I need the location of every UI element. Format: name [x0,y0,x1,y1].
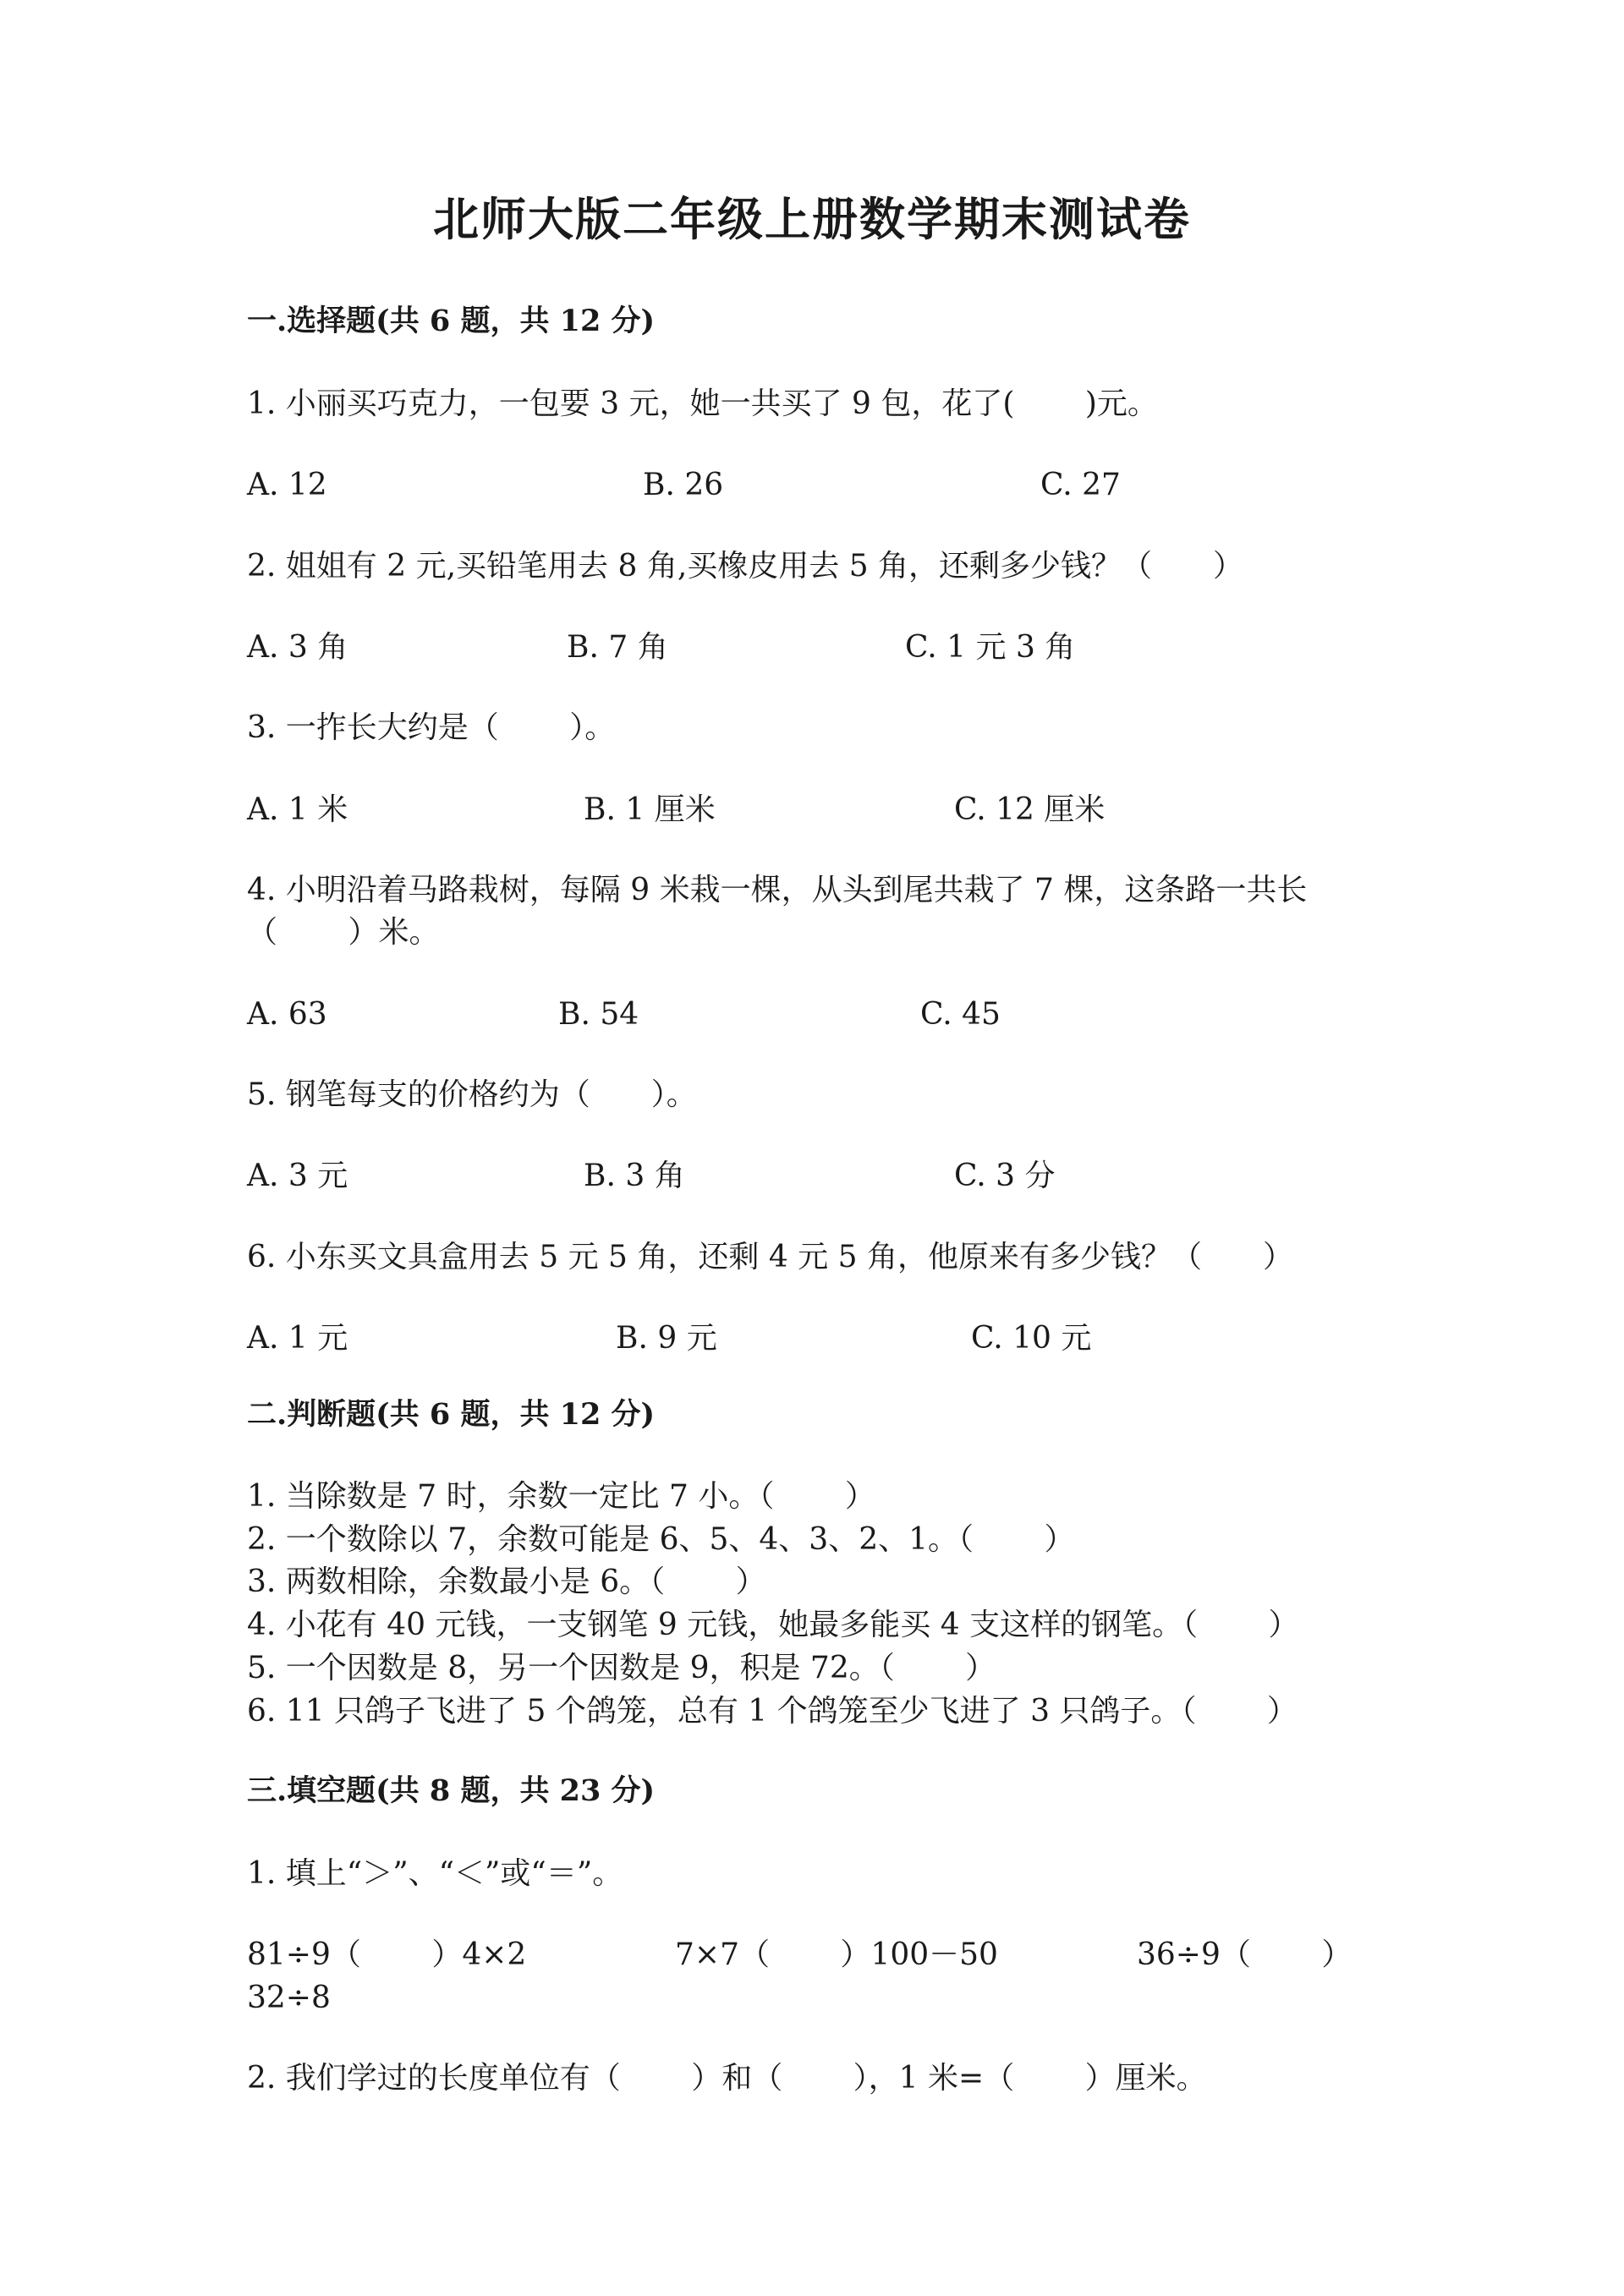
compare-item-2: 7×7（ ）100－50 [675,1937,998,1972]
choice-5-option-a: A. 3 元 [247,1159,348,1193]
choice-5-option-c: C. 3 分 [954,1159,1056,1193]
choice-3-option-a: A. 1 米 [247,792,348,827]
choice-question-6: 6. 小东买文具盒用去 5 元 5 角，还剩 4 元 5 角，他原来有多少钱？（ ） [247,1240,1293,1274]
section-heading-fill: 三.填空题(共 8 题，共 23 分) [247,1773,656,1808]
compare-item-3-cont: 32÷8 [247,1981,331,2015]
judge-item-2: 2. 一个数除以 7，余数可能是 6、5、4、3、2、1。（ ） [247,1522,1075,1557]
judge-item-6: 6. 11 只鸽子飞进了 5 个鸽笼，总有 1 个鸽笼至少飞进了 3 只鸽子。（ ） [247,1694,1298,1729]
choice-1-option-c: C. 27 [1040,468,1121,502]
choice-6-option-b: B. 9 元 [616,1321,717,1356]
choice-3-option-c: C. 12 厘米 [954,792,1106,827]
choice-2-option-c: C. 1 元 3 角 [905,630,1076,665]
section-heading-choice: 一.选择题(共 6 题，共 12 分) [247,304,656,338]
choice-4-option-a: A. 63 [247,997,327,1032]
choice-question-3: 3. 一拃长大约是（ ）。 [247,710,616,745]
page-title: 北师大版二年级上册数学期末测试卷 [433,192,1191,246]
judge-item-1: 1. 当除数是 7 时，余数一定比 7 小。（ ） [247,1479,875,1514]
choice-6-option-c: C. 10 元 [971,1321,1092,1356]
choice-6-option-a: A. 1 元 [247,1321,348,1356]
compare-item-1: 81÷9（ ）4×2 [247,1937,527,1972]
choice-question-4: 4. 小明沿着马路栽树，每隔 9 米栽一棵，从头到尾共栽了 7 棵，这条路一共长 [247,873,1308,907]
choice-5-option-b: B. 3 角 [584,1159,685,1193]
judge-item-5: 5. 一个因数是 8，另一个因数是 9，积是 72。（ ） [247,1651,996,1685]
judge-item-4: 4. 小花有 40 元钱，一支钢笔 9 元钱，她最多能买 4 支这样的钢笔。（ ） [247,1608,1299,1642]
choice-4-option-c: C. 45 [920,997,1001,1032]
choice-question-2: 2. 姐姐有 2 元,买铅笔用去 8 角,买橡皮用去 5 角，还剩多少钱？（ ） [247,549,1244,584]
fill-question-1: 1. 填上“＞”、“＜”或“＝”。 [247,1856,623,1891]
section-heading-judgement: 二.判断题(共 6 题，共 12 分) [247,1397,656,1432]
judge-item-3: 3. 两数相除，余数最小是 6。（ ） [247,1564,766,1599]
choice-question-1: 1. 小丽买巧克力，一包要 3 元，她一共买了 9 包，花了( )元。 [247,386,1158,421]
choice-2-option-b: B. 7 角 [567,630,668,665]
fill-question-2: 2. 我们学过的长度单位有（ ）和（ ），1 米=（ ）厘米。 [247,2061,1207,2096]
choice-1-option-b: B. 26 [643,468,724,502]
choice-2-option-a: A. 3 角 [247,630,348,665]
choice-4-option-b: B. 54 [558,997,639,1032]
compare-item-3: 36÷9（ ） [1137,1937,1352,1972]
choice-question-5: 5. 钢笔每支的价格约为（ ）。 [247,1077,697,1112]
choice-3-option-b: B. 1 厘米 [584,792,716,827]
choice-1-option-a: A. 12 [247,468,327,502]
choice-question-4-cont: （ ）米。 [247,915,440,950]
